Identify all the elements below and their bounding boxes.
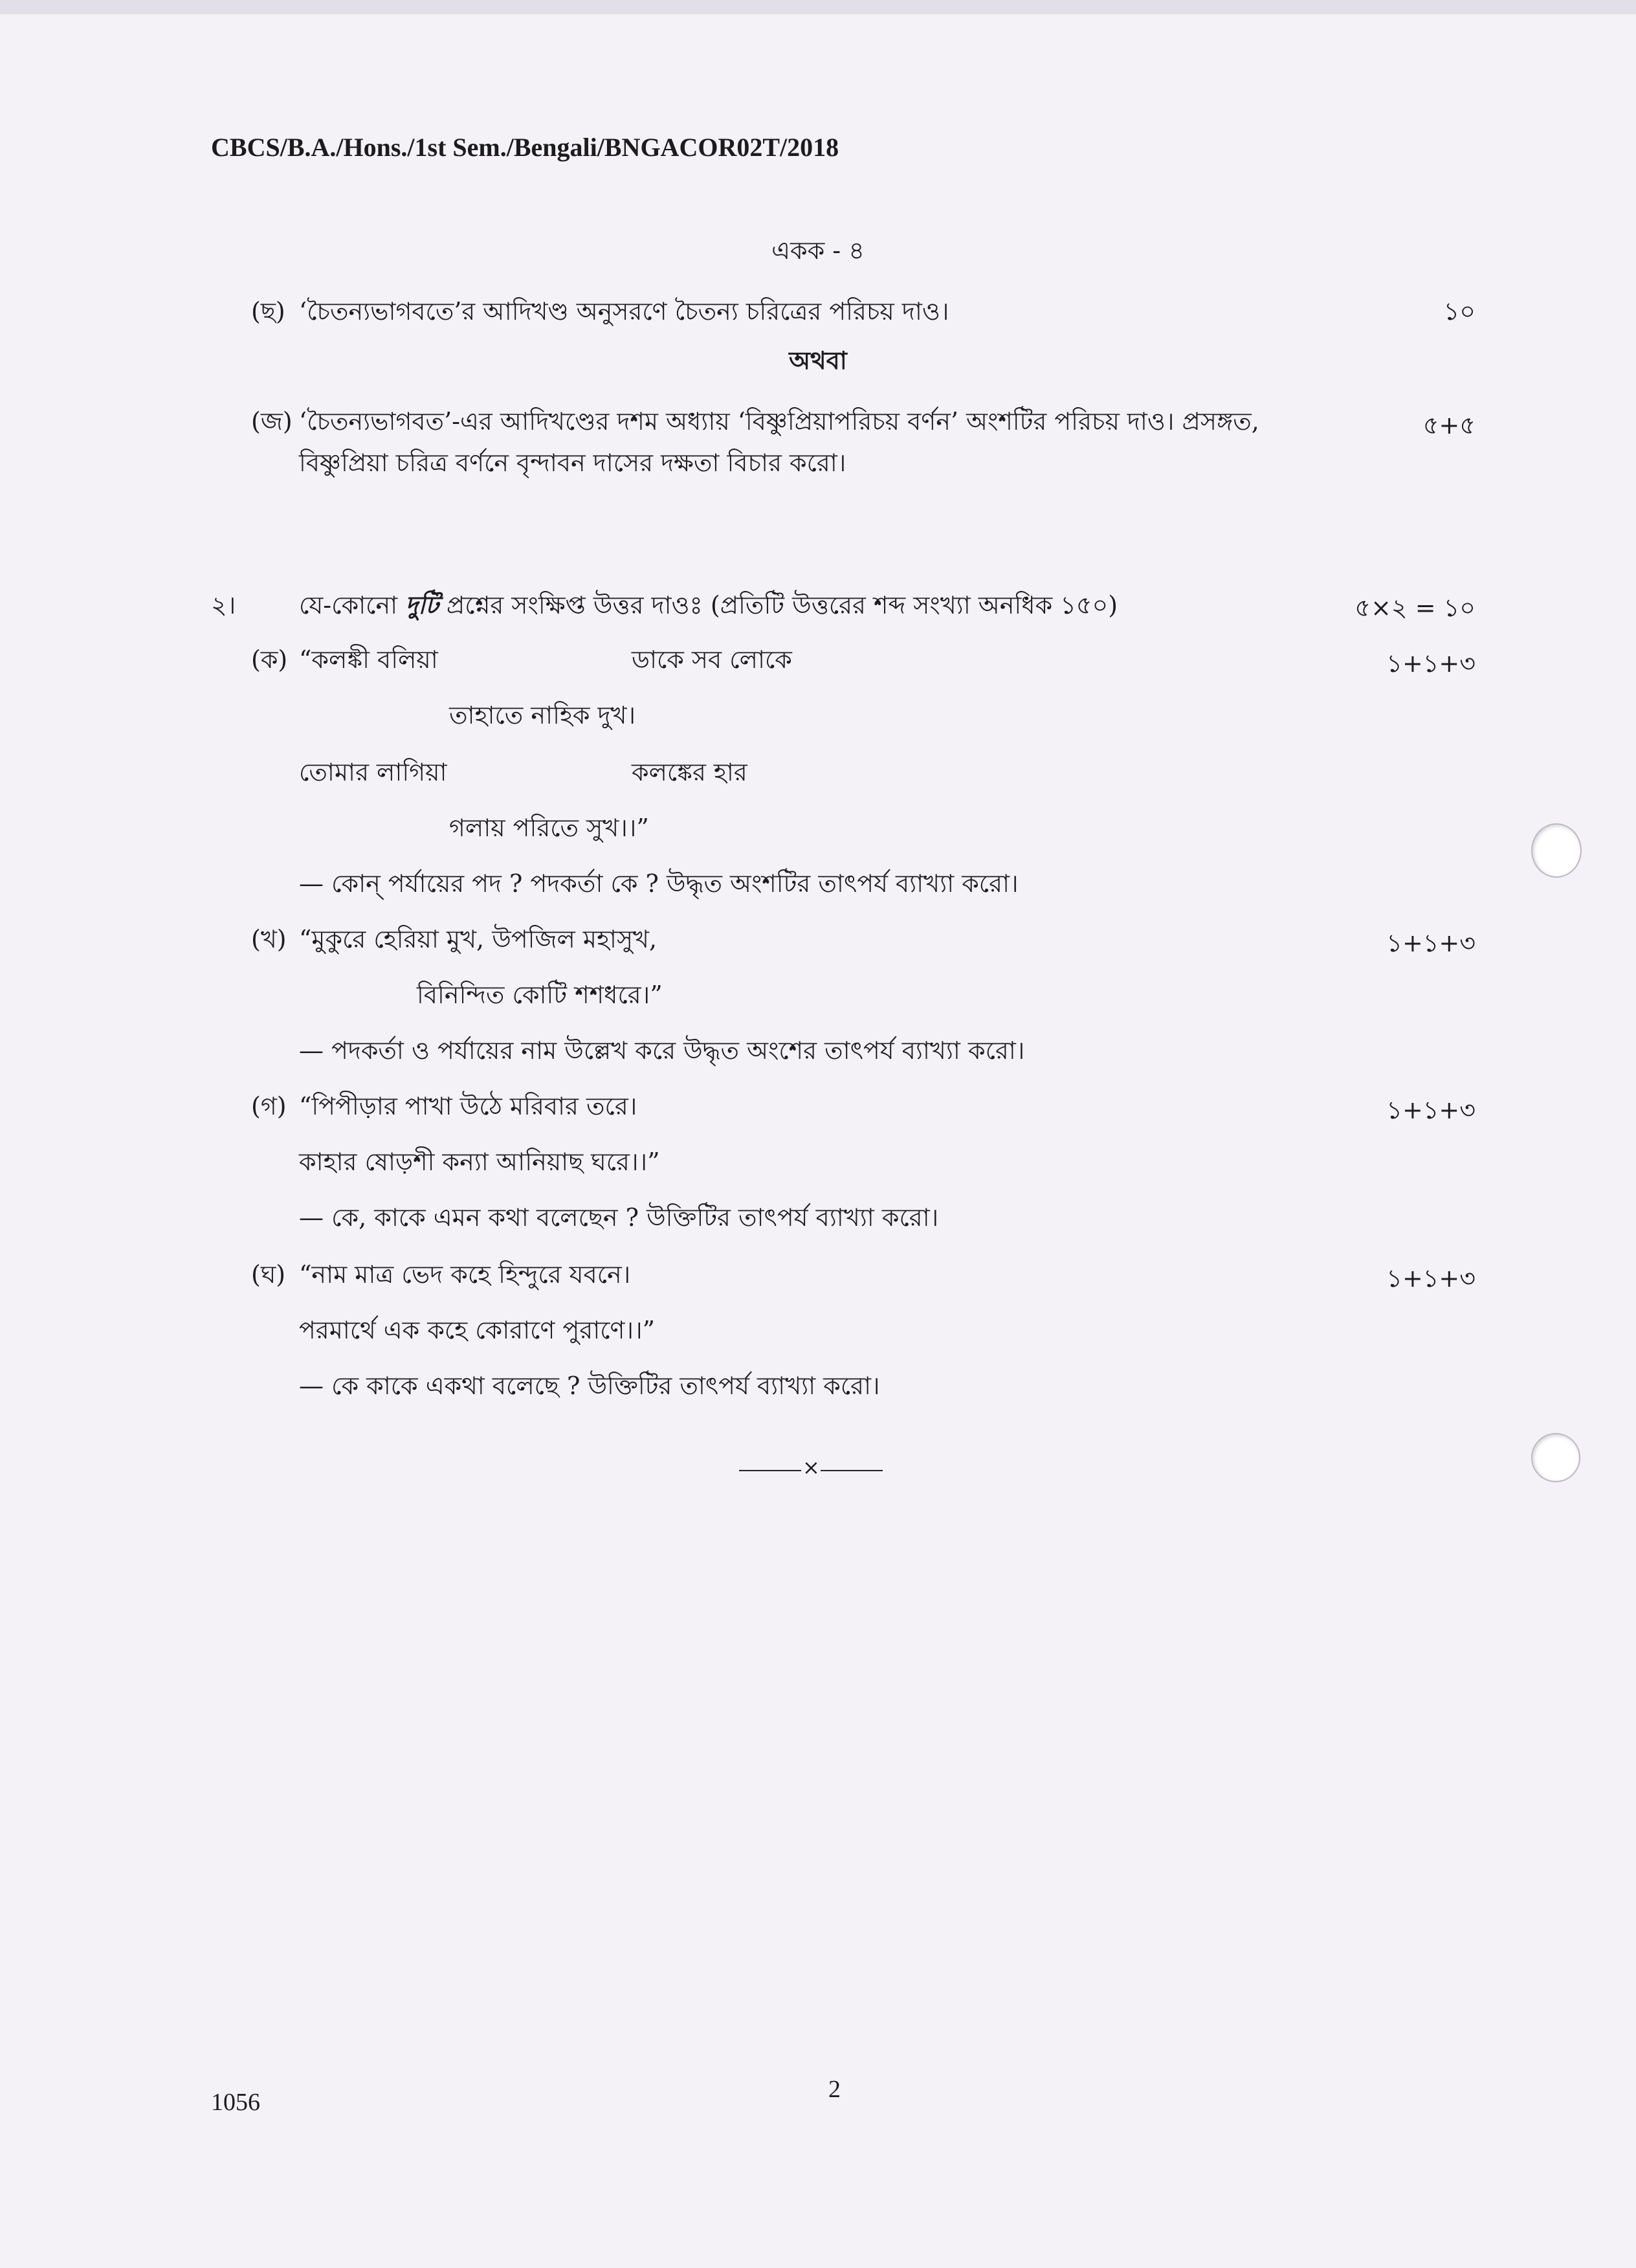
q-ka-line3b: কলঙ্কের হার <box>632 758 747 786</box>
q2-number: ২। <box>211 591 236 619</box>
q2-instruction-emph: দুটি <box>405 590 439 619</box>
page-top-edge <box>0 0 1636 14</box>
q2-marks: ৫×২ = ১০ <box>1354 594 1476 622</box>
punch-hole-top <box>1531 823 1582 878</box>
q-ga-line2: কাহার ষোড়শী কন্যা আনিয়াছ ঘরে।।” <box>299 1148 660 1176</box>
end-separator-mark: × <box>802 1455 820 1480</box>
q-kha-marks: ১+১+৩ <box>1386 929 1476 957</box>
q-kha-line2: বিনিন্দিত কোটি শশধরে।” <box>417 981 663 1009</box>
q-ka-line3a: তোমার লাগিয়া <box>299 758 447 786</box>
exam-code-header: CBCS/B.A./Hons./1st Sem./Bengali/BNGACOR02T/2018 <box>211 133 839 162</box>
unit-title: একক - ৪ <box>771 236 865 265</box>
q-ka-question: — কোন্ পর্যায়ের পদ ? পদকর্তা কে ? উদ্ধৃত অংশটির তাৎপর্য ব্যাখ্যা করো। <box>299 869 1019 898</box>
footer-code: 1056 <box>211 2089 260 2116</box>
q-ga-question: — কে, কাকে এমন কথা বলেছেন ? উক্তিটির তাৎপর্য ব্যাখ্যা করো। <box>299 1203 939 1232</box>
q-ka-line2: তাহাতে নাহিক দুখ। <box>449 701 636 729</box>
q-gha-label: (ঘ) <box>251 1260 286 1289</box>
q-ja-line2: বিষ্ণুপ্রিয়া চরিত্র বর্ণনে বৃন্দাবন দাসের দক্ষতা বিচার করো। <box>299 449 846 477</box>
q-kha-label: (খ) <box>251 925 287 953</box>
q-gha-line1: “নাম মাত্র ভেদ কহে হিন্দুরে যবনে। <box>299 1260 631 1289</box>
q-gha-line2: পরমার্থে এক কহে কোরাণে পুরাণে।।” <box>299 1316 656 1344</box>
q-ja-label: (জ) <box>251 407 293 436</box>
q-ka-label: (ক) <box>251 645 288 674</box>
q2-instruction <box>299 586 1118 628</box>
q-chha-label: (ছ) <box>251 297 285 326</box>
q-kha-line1: “মুকুরে হেরিয়া মুখ, উপজিল মহাসুখ, <box>299 925 658 953</box>
q-ga-line1: “পিপীড়ার পাখা উঠে মরিবার তরে। <box>299 1092 637 1120</box>
q-ja-marks: ৫+৫ <box>1422 411 1476 439</box>
or-label: অথবা <box>789 346 847 375</box>
q2-instruction-post: প্রশ্নের সংক্ষিপ্ত উত্তর দাওঃ (প্রতিটি উত্তরের শব্দ সংখ্যা অনধিক ১৫০) <box>438 591 1118 619</box>
q-gha-marks: ১+১+৩ <box>1386 1264 1476 1293</box>
punch-hole-bottom <box>1531 1433 1580 1482</box>
q-chha-marks: ১০ <box>1443 297 1476 326</box>
q-ka-line1b: ডাকে সব লোকে <box>632 645 792 674</box>
q-ka-line1a: “কলঙ্কী বলিয়া <box>299 645 438 674</box>
q-gha-question: — কে কাকে একথা বলেছে ? উক্তিটির তাৎপর্য ব্যাখ্যা করো। <box>299 1372 880 1400</box>
q-kha-question: — পদকর্তা ও পর্যায়ের নাম উল্লেখ করে উদ্ধৃত অংশের তাৎপর্য ব্যাখ্যা করো। <box>299 1036 1025 1065</box>
q2-instruction-pre: যে-কোনো <box>299 591 406 619</box>
q-chha-text: ‘চৈতন্যভাগবতে’র আদিখণ্ড অনুসরণে চৈতন্য চরিত্রের পরিচয় দাও। <box>299 297 949 326</box>
end-separator-left <box>739 1470 801 1471</box>
q-ga-marks: ১+১+৩ <box>1386 1096 1476 1124</box>
q-ka-line4: গলায় পরিতে সুখ।।” <box>449 814 649 842</box>
end-separator-right <box>821 1470 883 1471</box>
q-ka-marks: ১+১+৩ <box>1386 649 1476 678</box>
q-ja-line1: ‘চৈতন্যভাগবত’-এর আদিখণ্ডের দশম অধ্যায় ‘বিষ্ণুপ্রিয়াপরিচয় বর্ণন’ অংশটির পরিচয় দাও। প্রসঙ্গত, <box>299 407 1259 436</box>
page-number: 2 <box>828 2076 841 2103</box>
q-ga-label: (গ) <box>251 1092 287 1120</box>
